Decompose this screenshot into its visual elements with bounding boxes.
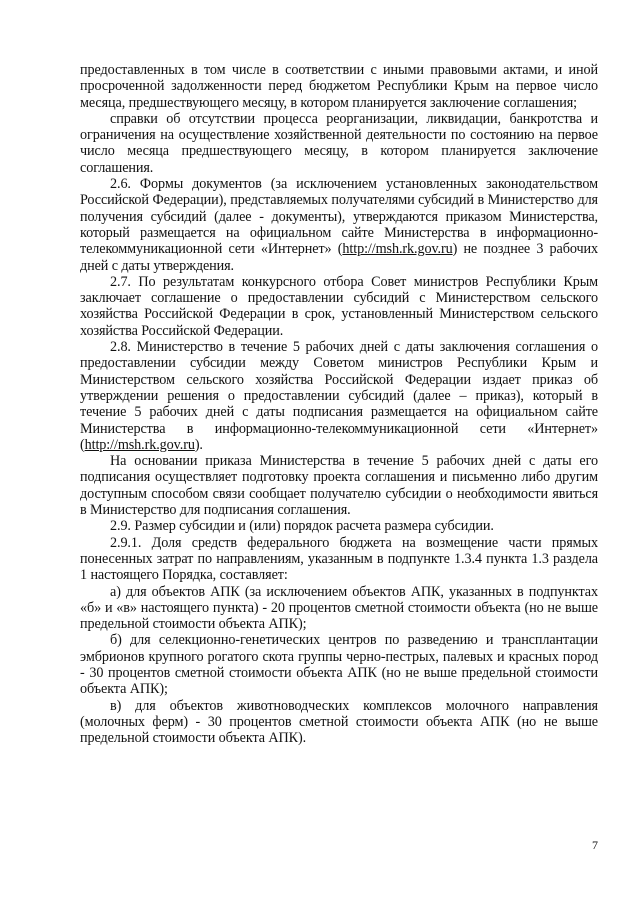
paragraph-2-8-text: 2.8. Министерство в течение 5 рабочих дней с даты заключения соглашения о предоставлении субсидии между Советом министров Республики Крым и Министерством сельского хозяйства Российской Федерации издает приказ об утверждении решения о предоставлении субсидий (далее – приказ), который в течение 5 рабочих дней с даты подписания размещается на официальном сайте Министерства в информационно-телекоммуникационной сети «Интернет» (	[80, 339, 598, 453]
paragraph-2-8-tail: ).	[194, 436, 203, 453]
paragraph-reorganization-certificate: справки об отсутствии процесса реорганизации, ликвидации, банкротства и ограничения на осуществление хозяйственной деятельности по состоянию на первое число месяца предшествующего месяцу, в котором планируется заключение соглашения.	[80, 110, 598, 176]
paragraph-item-b: б) для селекционно-генетических центров по разведению и трансплантации эмбрионов крупного рогатого скота группы черно-пестрых, палевых и красных пород - 30 процентов сметной стоимости объекта АПК (но не выше предельной стоимости объекта АПК);	[80, 632, 598, 698]
paragraph-arrears-continuation: предоставленных в том числе в соответствии с иными правовыми актами, и иной просроченной задолженности перед бюджетом Республики Крым на первое число месяца, предшествующего месяцу, в котором планируется заключение соглашения;	[80, 62, 598, 111]
paragraph-2-7: 2.7. По результатам конкурсного отбора Совет министров Республики Крым заключает соглашение о предоставлении субсидий с Министерством сельского хозяйства Российской Федерации в срок, установленный Министерством сельского хозяйства Российской Федерации.	[80, 273, 598, 339]
page-number: 7	[592, 838, 598, 852]
paragraph-2-6-tail: ) не позднее 3 рабочих дней с даты утверждения.	[80, 241, 599, 274]
paragraph-item-v: в) для объектов животноводческих комплексов молочного направления (молочных ферм) - 30 процентов сметной стоимости объекта АПК (но не выше предельной стоимости объекта АПК).	[80, 697, 598, 747]
paragraph-2-6-text: 2.6. Формы документов (за исключением установленных законодательством Российской Федерации), представляемых получателями субсидий в Министерство для получения субсидий (далее - документы), утверждаются приказом Министерства, который размещается на официальном сайте Министерства в информационно-телекоммуникационной сети «Интернет» (	[80, 176, 598, 258]
paragraph-order-basis: На основании приказа Министерства в течение 5 рабочих дней с даты его подписания осуществляет подготовку проекта соглашения и письменно либо другим доступным способом связи сообщает получателю субсидии о необходимости явиться в Министерство для подписания соглашения.	[80, 453, 598, 519]
ministry-website-link[interactable]: http://msh.rk.gov.ru	[342, 241, 453, 258]
paragraph-2-9: 2.9. Размер субсидии и (или) порядок расчета размера субсидии.	[110, 518, 494, 535]
paragraph-2-8	[80, 339, 598, 453]
paragraph-2-9-1: 2.9.1. Доля средств федерального бюджета на возмещение части прямых понесенных затрат по направлениям, указанным в подпункте 1.3.4 пункта 1.3 раздела 1 настоящего Порядка, составляет:	[80, 534, 598, 584]
paragraph-item-a: а) для объектов АПК (за исключением объектов АПК, указанных в подпунктах «б» и «в» настоящего пункта) - 20 процентов сметной стоимости объекта (но не выше предельной стоимости объекта АПК);	[80, 583, 598, 633]
paragraph-2-6	[80, 176, 598, 274]
ministry-website-link-2[interactable]: http://msh.rk.gov.ru	[84, 436, 195, 453]
